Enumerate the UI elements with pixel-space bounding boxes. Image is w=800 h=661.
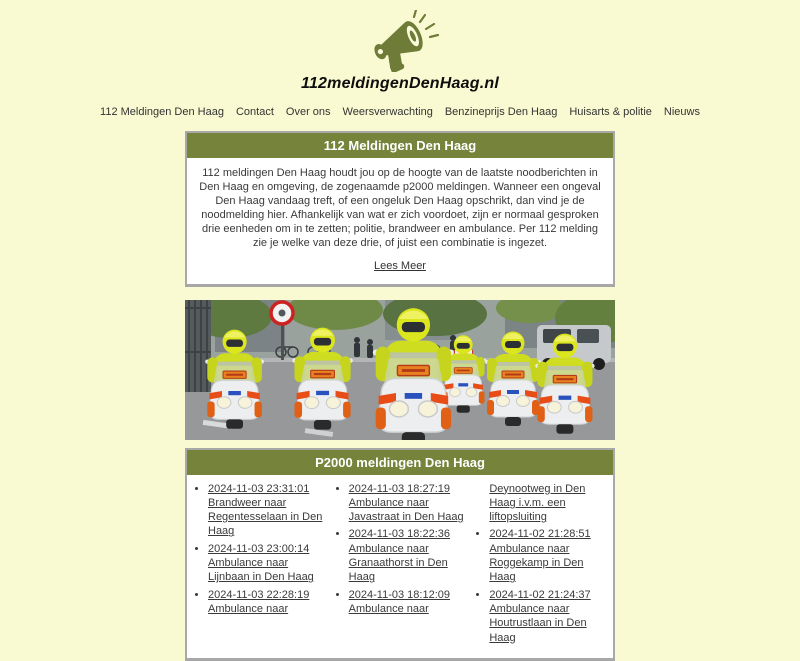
intro-section — [185, 131, 615, 287]
p2000-item — [349, 527, 467, 584]
nav-item-112-meldingen-den-haag[interactable]: 112 Meldingen Den Haag — [100, 106, 224, 118]
megaphone-icon — [352, 10, 448, 72]
p2000-column — [474, 482, 607, 648]
nav-item-over-ons[interactable]: Over ons — [285, 106, 331, 118]
p2000-item — [489, 527, 607, 584]
site-header — [0, 0, 800, 118]
police-motorcyclists-photo — [185, 300, 615, 440]
p2000-column — [193, 482, 326, 648]
nav-item-contact[interactable]: Contact — [235, 106, 274, 118]
p2000-column — [334, 482, 467, 648]
p2000-columns — [193, 482, 607, 648]
intro-text: 112 meldingen Den Haag houdt jou op de hoogte van de laatste noodberichten in Den Haag en omgeving, de zogenaamde p2000 meldingen. Wanneer een ongeval Den Haag vandaag treft, of een ongeluk Den Haag opschrikt, dan vind je de noodmelding hier. Afhankelijk van wat er zich voordoet, zijn er normaal gesproken drie eenheden om in te zetten; politie, brandweer en ambulance. Per 112 melding zie je welke van deze drie, of juist een combinatie is ingezet. — [199, 167, 601, 250]
p2000-link[interactable]: 2024-11-03 18:22:36 Ambulance naar Granaathorst in Den Haag — [348, 528, 450, 584]
p2000-item — [208, 482, 326, 539]
p2000-item — [208, 588, 326, 617]
p2000-link[interactable]: 2024-11-02 21:24:37 Ambulance naar Houtrustlaan in Den Haag — [489, 588, 591, 644]
p2000-link[interactable]: 2024-11-03 22:28:19 Ambulance naar — [208, 588, 310, 615]
p2000-section-header: P2000 meldingen Den Haag — [187, 450, 613, 475]
nav-item-weersverwachting[interactable]: Weersverwachting — [342, 106, 433, 118]
read-more-link[interactable]: Lees Meer — [374, 260, 426, 273]
p2000-link[interactable]: 2024-11-03 18:27:19 Ambulance naar Javastraat in Den Haag — [348, 482, 464, 524]
p2000-link[interactable]: 2024-11-03 23:00:14 Ambulance naar Lijnbaan in Den Haag — [208, 542, 314, 584]
nav-item-nieuws[interactable]: Nieuws — [663, 106, 700, 118]
p2000-link[interactable]: 2024-11-02 21:28:51 Ambulance naar Roggekamp in Den Haag — [489, 528, 591, 584]
intro-section-header: 112 Meldingen Den Haag — [187, 133, 613, 158]
p2000-item — [489, 588, 607, 645]
main-nav — [0, 106, 800, 118]
nav-item-huisarts-politie[interactable]: Huisarts & politie — [569, 106, 652, 118]
site-logo — [0, 10, 800, 72]
p2000-link[interactable]: 2024-11-03 23:31:01 Brandweer naar Regentesselaan in Den Haag — [208, 482, 323, 538]
p2000-item — [208, 542, 326, 585]
content — [185, 131, 615, 661]
p2000-item — [349, 588, 467, 617]
p2000-item — [349, 482, 467, 525]
p2000-item — [489, 482, 607, 525]
nav-item-benzineprijs-den-haag[interactable]: Benzineprijs Den Haag — [444, 106, 558, 118]
p2000-link[interactable]: 2024-11-03 18:12:09 Ambulance naar — [348, 588, 450, 615]
p2000-section — [185, 448, 615, 661]
site-title: 112meldingenDenHaag.nl — [301, 75, 499, 92]
p2000-link[interactable]: Deynootweg in Den Haag i.v.m. een liftopsluiting — [489, 482, 586, 524]
